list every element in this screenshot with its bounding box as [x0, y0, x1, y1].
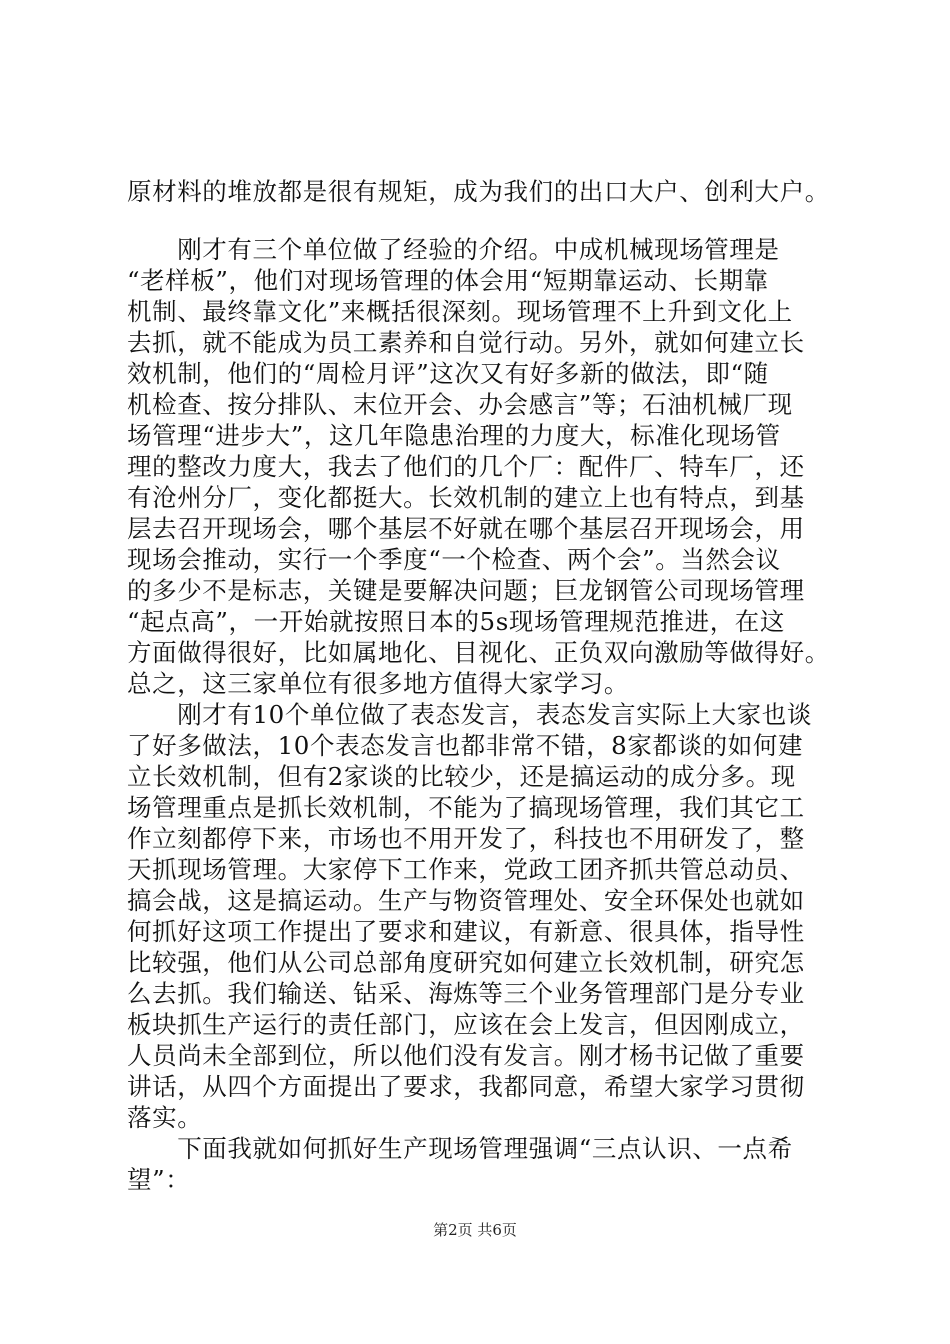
text-line: 作立刻都停下来，市场也不用开发了，科技也不用研发了，整	[127, 824, 805, 853]
text-line: 有沧州分厂，变化都挺大。长效机制的建立上也有特点，到基	[127, 483, 805, 512]
text-line: 机检查、按分排队、末位开会、办会感言”等；石油机械厂现	[127, 390, 793, 419]
text-line: 场管理“进步大”，这几年隐患治理的力度大，标准化现场管	[127, 421, 781, 450]
text-line: 理的整改力度大，我去了他们的几个厂：配件厂、特车厂，还	[127, 452, 805, 481]
text-line: 方面做得很好，比如属地化、目视化、正负双向激励等做得好。	[127, 638, 830, 667]
text-line: 讲话，从四个方面提出了要求，我都同意，希望大家学习贯彻	[127, 1072, 805, 1101]
text-line: 望”：	[127, 1165, 191, 1194]
text-line: “老样板”，他们对现场管理的体会用“短期靠运动、长期靠	[127, 266, 769, 295]
text-line: 了好多做法，10个表态发言也都非常不错，8家都谈的如何建	[127, 731, 804, 760]
text-line: 刚才有10个单位做了表态发言，表态发言实际上大家也谈	[127, 700, 812, 729]
text-line: 刚才有三个单位做了经验的介绍。中成机械现场管理是	[127, 235, 780, 264]
text-line: “起点高”，一开始就按照日本的5s现场管理规范推进，在这	[127, 607, 786, 636]
text-line: 人员尚未全部到位，所以他们没有发言。刚才杨书记做了重要	[127, 1041, 805, 1070]
text-line: 原材料的堆放都是很有规矩，成为我们的出口大户、创利大户。	[127, 177, 830, 206]
text-line: 么去抓。我们输送、钻采、海炼等三个业务管理部门是分专业	[127, 979, 805, 1008]
text-line: 层去召开现场会，哪个基层不好就在哪个基层召开现场会，用	[127, 514, 805, 543]
text-line: 天抓现场管理。大家停下工作来，党政工团齐抓共管总动员、	[127, 855, 805, 884]
text-line: 下面我就如何抓好生产现场管理强调“三点认识、一点希	[127, 1134, 793, 1163]
text-line: 板块抓生产运行的责任部门，应该在会上发言，但因刚成立，	[127, 1010, 805, 1039]
text-line: 的多少不是标志，关键是要解决问题；巨龙钢管公司现场管理	[127, 576, 805, 605]
text-line: 机制、最终靠文化”来概括很深刻。现场管理不上升到文化上	[127, 297, 793, 326]
text-line: 现场会推动，实行一个季度“一个检查、两个会”。当然会议	[127, 545, 781, 574]
text-line: 效机制，他们的“周检月评”这次又有好多新的做法，即“随	[127, 359, 769, 388]
text-line: 何抓好这项工作提出了要求和建议，有新意、很具体，指导性	[127, 917, 805, 946]
text-line: 搞会战，这是搞运动。生产与物资管理处、安全环保处也就如	[127, 886, 805, 915]
text-line: 去抓，就不能成为员工素养和自觉行动。另外，就如何建立长	[127, 328, 805, 357]
text-line: 立长效机制，但有2家谈的比较少，还是搞运动的成分多。现	[127, 762, 796, 791]
page-number-footer: 第2页 共6页	[433, 1221, 517, 1239]
text-line: 总之，这三家单位有很多地方值得大家学习。	[127, 669, 629, 698]
text-line: 比较强，他们从公司总部角度研究如何建立长效机制，研究怎	[127, 948, 805, 977]
text-line: 落实。	[127, 1103, 203, 1132]
text-line: 场管理重点是抓长效机制，不能为了搞现场管理，我们其它工	[127, 793, 805, 822]
